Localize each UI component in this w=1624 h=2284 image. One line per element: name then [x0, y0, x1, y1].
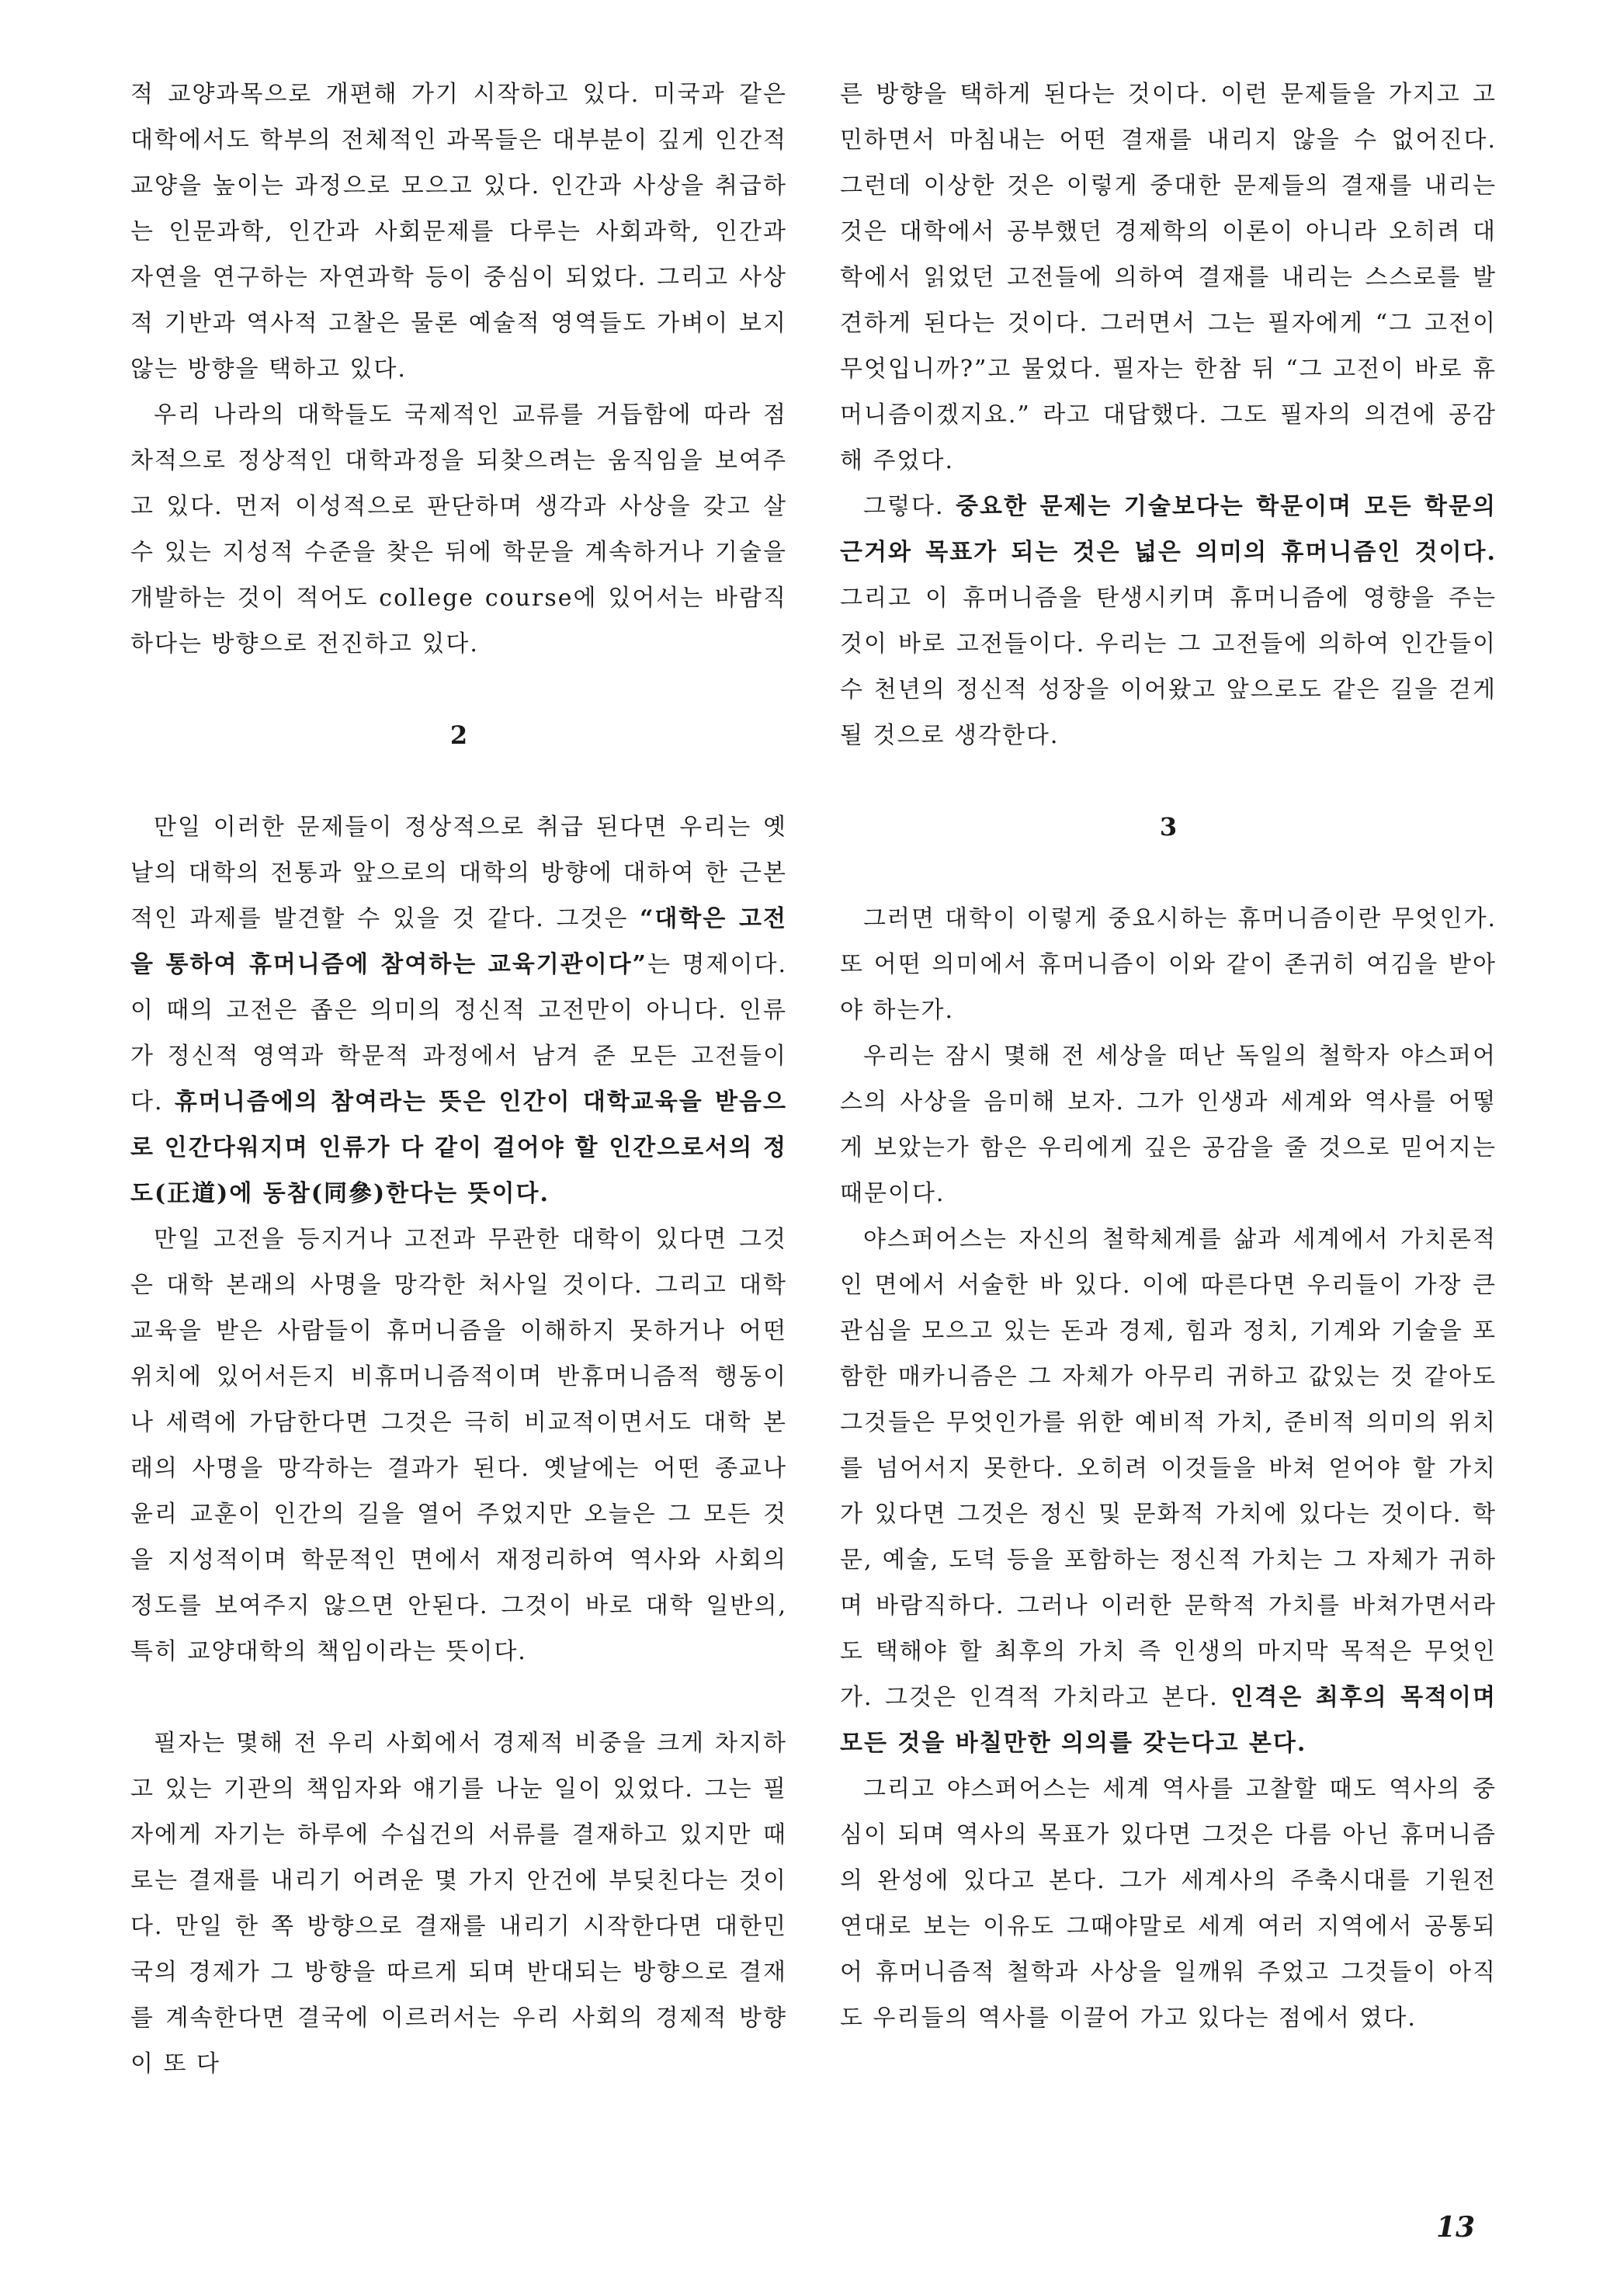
section-number: 2: [449, 720, 468, 750]
text-run: 그리고 이 휴머니즘을 탄생시키며 휴머니즘에 영향을 주는 것이 바로 고전들이다. 우리는 그 고전들에 의하여 인간들이 수 천년의 정신적 성장을 이어왔고 앞으로도 같은 길을 걷게 될 것으로 생각한다.: [840, 585, 1497, 749]
text-run: 는 명제이다. 이 때의 고전은 좁은 의미의 정신적 고전만이 아니다. 인류가 정신적 영역과 학문적 과정에서 남겨 준 모든 고전들이다.: [130, 951, 787, 1116]
paragraph: [840, 484, 1497, 758]
text-run: 야스퍼어스는 자신의 철학체계를 삶과 세계에서 가치론적인 면에서 서술한 바 있다. 이에 따른다면 우리들이 가장 큰 관심을 모으고 있는 돈과 경제, 힘과 정치, 기계와 기술을 포함한 매카니즘은 그 자체가 아무리 귀하고 값있는 것 같아도 그것들은 무엇인가를 위한 예비적 가치, 준비적 의미의 위치를 넘어서지 못한다. 오히려 이것들을 바쳐 얻어야 할 가치가 있다면 그것은 정신 및 문화적 가치에 있다는 것이다. 학문, 예술, 도덕 등을 포함하는 정신적 가치는 그 자체가 귀하며 바람직하다. 그러나 이러한 문학적 가치를 바쳐가면서라도 택해야 할 최후의 가치 즉 인생의 마지막 목적은 무엇인가. 그것은 인격적 가치라고 본다.: [840, 1226, 1497, 1711]
bold-text: 인격은 최후의 목적이며 모든 것을 바칠만한 의의를 갖는다고 본다.: [840, 1684, 1497, 1757]
paragraph: 그러면 대학이 이렇게 중요시하는 휴머니즘이란 무엇인가. 또 어떤 의미에서 휴머니즘이 이와 같이 존귀히 여김을 받아야 하는가.: [840, 905, 1497, 1024]
bold-text: “대학은 고전을 통하여 휴머니즘에 참여하는 교육기관이다”: [130, 905, 787, 978]
paragraph: [840, 1217, 1497, 1766]
paragraph: 른 방향을 택하게 된다는 것이다. 이런 문제들을 가지고 고민하면서 마침내는 어떤 결재를 내리지 않을 수 없어진다. 그런데 이상한 것은 이렇게 중대한 문제들의 결재를 내리는 것은 대학에서 공부했던 경제학의 이론이 아니라 오히려 대학에서 읽었던 고전들에 의하여 결재를 내리는 스스로를 발견하게 된다는 것이다. 그러면서 그는 필자에게 “그 고전이 무엇입니까?”고 물었다. 필자는 한참 뒤 “그 고전이 바로 휴머니즘이겠지요.” 라고 대답했다. 그도 필자의 의견에 공감해 주었다.: [840, 81, 1497, 474]
section-number: 3: [1159, 812, 1178, 842]
paragraph: [130, 804, 787, 1217]
bold-text: 휴머니즘에의 참여라는 뜻은 인간이 대학교육을 받음으로 인간다워지며 인류가 다 같이 걸어야 할 인간으로서의 정도(正道)에 동참(同參)한다는 뜻이다.: [130, 1088, 787, 1207]
paragraph: 그리고 야스퍼어스는 세계 역사를 고찰할 때도 역사의 중심이 되며 역사의 목표가 있다면 그것은 다름 아닌 휴머니즘의 완성에 있다고 본다. 그가 세계사의 주축시대를 기원전 연대로 보는 이유도 그때야말로 세계 여러 지역에서 공통되어 휴머니즘적 철학과 사상을 일깨워 주었고 그것들이 아직도 우리들의 역사를 이끌어 가고 있다는 점에서 였다.: [840, 1775, 1497, 2032]
text-run: 만일 이러한 문제들이 정상적으로 취급 된다면 우리는 옛날의 대학의 전통과 앞으로의 대학의 방향에 대하여 한 근본적인 과제를 발견할 수 있을 것 같다. 그것은: [130, 814, 787, 932]
paragraph: 만일 고전을 등지거나 고전과 무관한 대학이 있다면 그것은 대학 본래의 사명을 망각한 처사일 것이다. 그리고 대학교육을 받은 사람들이 휴머니즘을 이해하지 못하거나 어떤 위치에 있어서든지 비휴머니즘적이며 반휴머니즘적 행동이나 세력에 가담한다면 그것은 극히 비교적이면서도 대학 본래의 사명을 망각하는 결과가 된다. 옛날에는 어떤 종교나 윤리 교훈이 인간의 길을 열어 주었지만 오늘은 그 모든 것을 지성적이며 학문적인 면에서 재정리하여 역사와 사회의 정도를 보여주지 않으면 안된다. 그것이 바로 대학 일반의, 특히 교양대학의 책임이라는 뜻이다.: [130, 1226, 787, 1665]
left-column: [130, 71, 787, 2087]
paragraph: 필자는 몇해 전 우리 사회에서 경제적 비중을 크게 차지하고 있는 기관의 책임자와 얘기를 나눈 일이 있었다. 그는 필자에게 자기는 하루에 수십건의 서류를 결재하고 있지만 때로는 결재를 내리기 어려운 몇 가지 안건에 부딪친다는 것이다. 만일 한 쪽 방향으로 결재를 내리기 시작한다면 대한민국의 경제가 그 방향을 따르게 되며 반대되는 방향으로 결재를 계속한다면 결국에 이르러서는 우리 사회의 경제적 방향이 또 다: [130, 1730, 787, 2077]
bold-text: 중요한 문제는 기술보다는 학문이며 모든 학문의 근거와 목표가 되는 것은 넓은 의미의 휴머니즘인 것이다.: [840, 493, 1497, 566]
right-column: [840, 71, 1497, 2041]
paragraph: 우리 나라의 대학들도 국제적인 교류를 거듭함에 따라 점차적으로 정상적인 대학과정을 되찾으려는 움직임을 보여주고 있다. 먼저 이성적으로 판단하며 생각과 사상을 갖고 살 수 있는 지성적 수준을 찾은 뒤에 학문을 계속하거나 기술을 개발하는 것이 적어도 college course에 있어서는 바람직하다는 방향으로 전진하고 있다.: [130, 401, 787, 658]
paragraph: 우리는 잠시 몇해 전 세상을 떠난 독일의 철학자 야스퍼어스의 사상을 음미해 보자. 그가 인생과 세계와 역사를 어떻게 보았는가 함은 우리에게 깊은 공감을 줄 것으로 믿어지는 때문이다.: [840, 1043, 1497, 1207]
text-run: 그렇다.: [863, 493, 956, 520]
paragraph: 적 교양과목으로 개편해 가기 시작하고 있다. 미국과 같은 대학에서도 학부의 전체적인 과목들은 대부분이 깊게 인간적 교양을 높이는 과정으로 모으고 있다. 인간과 사상을 취급하는 인문과학, 인간과 사회문제를 다루는 사회과학, 인간과 자연을 연구하는 자연과학 등이 중심이 되었다. 그리고 사상적 기반과 역사적 고찰은 물론 예술적 영역들도 가벼이 보지 않는 방향을 택하고 있다.: [130, 81, 787, 383]
page-number: 13: [1436, 2211, 1476, 2244]
